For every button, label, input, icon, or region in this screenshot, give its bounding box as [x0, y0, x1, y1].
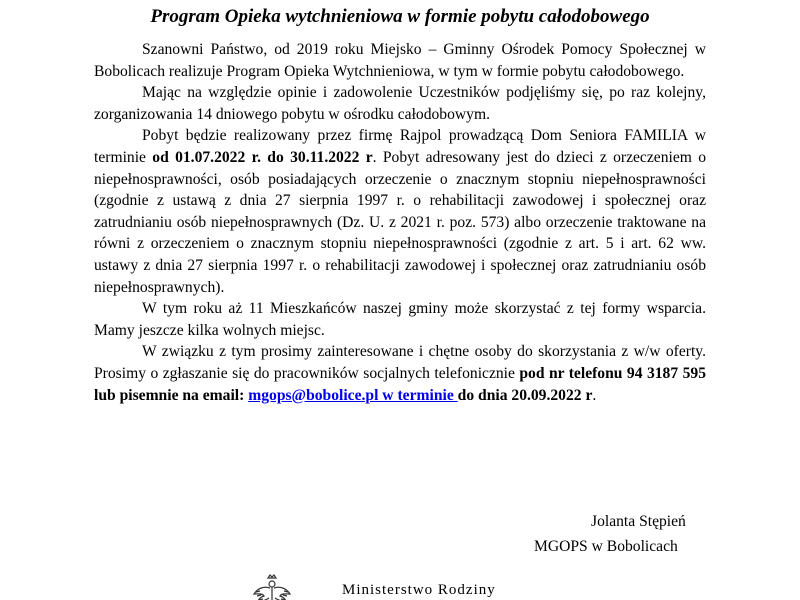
email-link[interactable]: mgops@bobolice.pl w terminie: [248, 386, 458, 404]
paragraph-intro: Szanowni Państwo, od 2019 roku Miejsko – Gminny Ośrodek Pomocy Społecznej w Bobolicach realizuje Program Opieka Wytchnieniowa, w tym w formie pobytu całodobowego.: [94, 41, 706, 80]
paragraph-stay-details: [94, 125, 706, 298]
paragraph-stay-start: Pobyt będzie realizowany przez firmę Rajpol prowadzącą Dom Seniora FAMILIA w terminie: [94, 127, 706, 166]
signature-name: Jolanta Stępień: [591, 513, 686, 530]
deadline-period: .: [592, 386, 597, 404]
document-title: Program Opieka wytchnieniowa w formie pobytu całodobowego: [150, 6, 650, 27]
paragraph-participants: W tym roku aż 11 Mieszkańców naszej gminy może skorzystać z tej formy wsparcia. Mamy jeszcze kilka wolnych miejsc.: [94, 300, 706, 339]
paragraph-contact: [94, 341, 706, 406]
paragraph-contact-start: W związku z tym prosimy zainteresowane i chętne osoby do skorzystania z w/w oferty. Prosimy o zgłaszanie się do pracowników socjalnych telefonicznie: [94, 343, 706, 382]
contact-phone: pod nr telefonu 94 3187 595 lub pisemnie na email:: [94, 364, 706, 404]
signature-block: [534, 509, 774, 559]
paragraph-opinions: Mając na względzie opinie i zadowolenie Uczestników podjęliśmy się, po raz kolejny, zorganizowania 14 dniowego pobytu w ośrodku całodobowym.: [94, 84, 706, 123]
stay-dates: od 01.07.2022 r. do 30.11.2022 r: [152, 148, 373, 166]
footer-logo: [238, 568, 578, 600]
signature-institution: MGOPS w Bobolicach: [534, 538, 678, 555]
ministry-label: Ministerstwo Rodziny: [342, 582, 496, 598]
eagle-emblem-icon: [250, 572, 294, 600]
paragraph-stay-rest: . Pobyt adresowany jest do dzieci z orzeczeniem o niepełnosprawności, osób posiadających orzeczenie o znacznym stopniu niepełnosprawności (zgodnie z ustawą z dnia 27 sierpnia 1997 r. o rehabilitacji zawodowej i społecznej oraz zatrudnianiu osób niepełnosprawnych (Dz. U. z 2021 r. poz. 573) albo orzeczenie traktowane na równi z orzeczeniem o znacznym stopniu niepełnosprawności (zgodnie z art. 5 i art. 62 ww. ustawy z dnia 27 sierpnia 1997 r. o rehabilitacji zawodowej i społecznej oraz zatrudnianiu osób niepełnosprawnych).: [94, 148, 706, 296]
document-body: [94, 39, 706, 406]
deadline-date: do dnia 20.09.2022 r: [457, 386, 593, 404]
